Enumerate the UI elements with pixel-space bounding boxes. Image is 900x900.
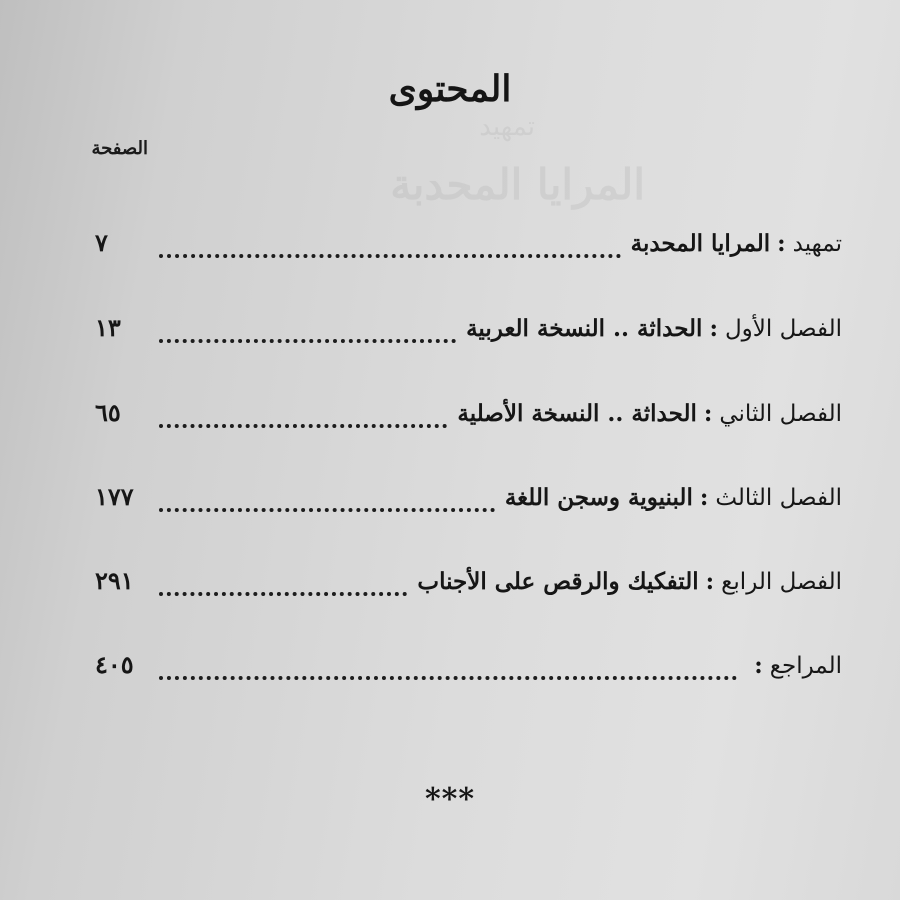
toc-page-number: ٤٠٥ bbox=[95, 650, 134, 679]
toc-chapter: تمهيد bbox=[792, 231, 842, 257]
toc-chapter: الفصل الرابع bbox=[721, 569, 842, 595]
dot-leader bbox=[159, 508, 495, 512]
toc-entry-label bbox=[631, 230, 842, 257]
end-mark: *** bbox=[424, 782, 476, 817]
show-through-heading: تمهيد bbox=[479, 112, 535, 142]
toc-chapter: الفصل الثالث bbox=[715, 485, 842, 511]
toc-page-number: ٧ bbox=[95, 228, 108, 257]
dot-leader bbox=[159, 424, 447, 428]
dot-leader bbox=[159, 592, 407, 596]
toc-title: الحداثة .. النسخة الأصلية bbox=[457, 400, 697, 427]
toc-separator: : bbox=[703, 400, 713, 427]
page-title: المحتوى bbox=[388, 68, 512, 110]
dot-leader bbox=[159, 254, 621, 258]
toc-page-number: ١٧٧ bbox=[95, 482, 134, 511]
toc-page-number: ٢٩١ bbox=[95, 566, 134, 595]
toc-separator: : bbox=[705, 568, 715, 595]
toc-title: الحداثة .. النسخة العربية bbox=[466, 315, 703, 342]
dot-leader bbox=[159, 676, 737, 680]
toc-title: البنيوية وسجن اللغة bbox=[504, 484, 693, 511]
toc-title: المرايا المحدبة bbox=[630, 230, 771, 257]
page-column-label: الصفحة bbox=[91, 138, 148, 159]
toc-separator: : bbox=[777, 230, 786, 257]
toc-chapter: الفصل الأول bbox=[724, 316, 842, 342]
toc-entry-label bbox=[505, 484, 842, 511]
toc-page-number: ١٣ bbox=[95, 313, 121, 342]
toc-title: التفكيك والرقص على الأجناب bbox=[417, 568, 699, 595]
toc-entry-chapter-4 bbox=[95, 566, 842, 610]
toc-entry-label bbox=[466, 315, 842, 342]
toc-entry-references bbox=[95, 650, 842, 694]
toc-entry-label bbox=[457, 400, 842, 427]
show-through-title: المرايا المحدبة bbox=[390, 160, 645, 209]
toc-page-number: ٦٥ bbox=[95, 398, 121, 427]
toc-entry-label bbox=[417, 568, 842, 595]
toc-separator: : bbox=[699, 484, 709, 511]
toc-chapter: المراجع bbox=[769, 653, 842, 679]
toc-separator: : bbox=[754, 652, 763, 679]
toc-entry-chapter-1 bbox=[95, 313, 842, 357]
toc-entry-label bbox=[747, 652, 842, 679]
dot-leader bbox=[159, 339, 456, 343]
toc-entry-chapter-2 bbox=[95, 398, 842, 442]
toc-chapter: الفصل الثاني bbox=[719, 401, 842, 427]
toc-entry-preface bbox=[95, 228, 842, 272]
toc-entry-chapter-3 bbox=[95, 482, 842, 526]
toc-separator: : bbox=[709, 315, 718, 342]
